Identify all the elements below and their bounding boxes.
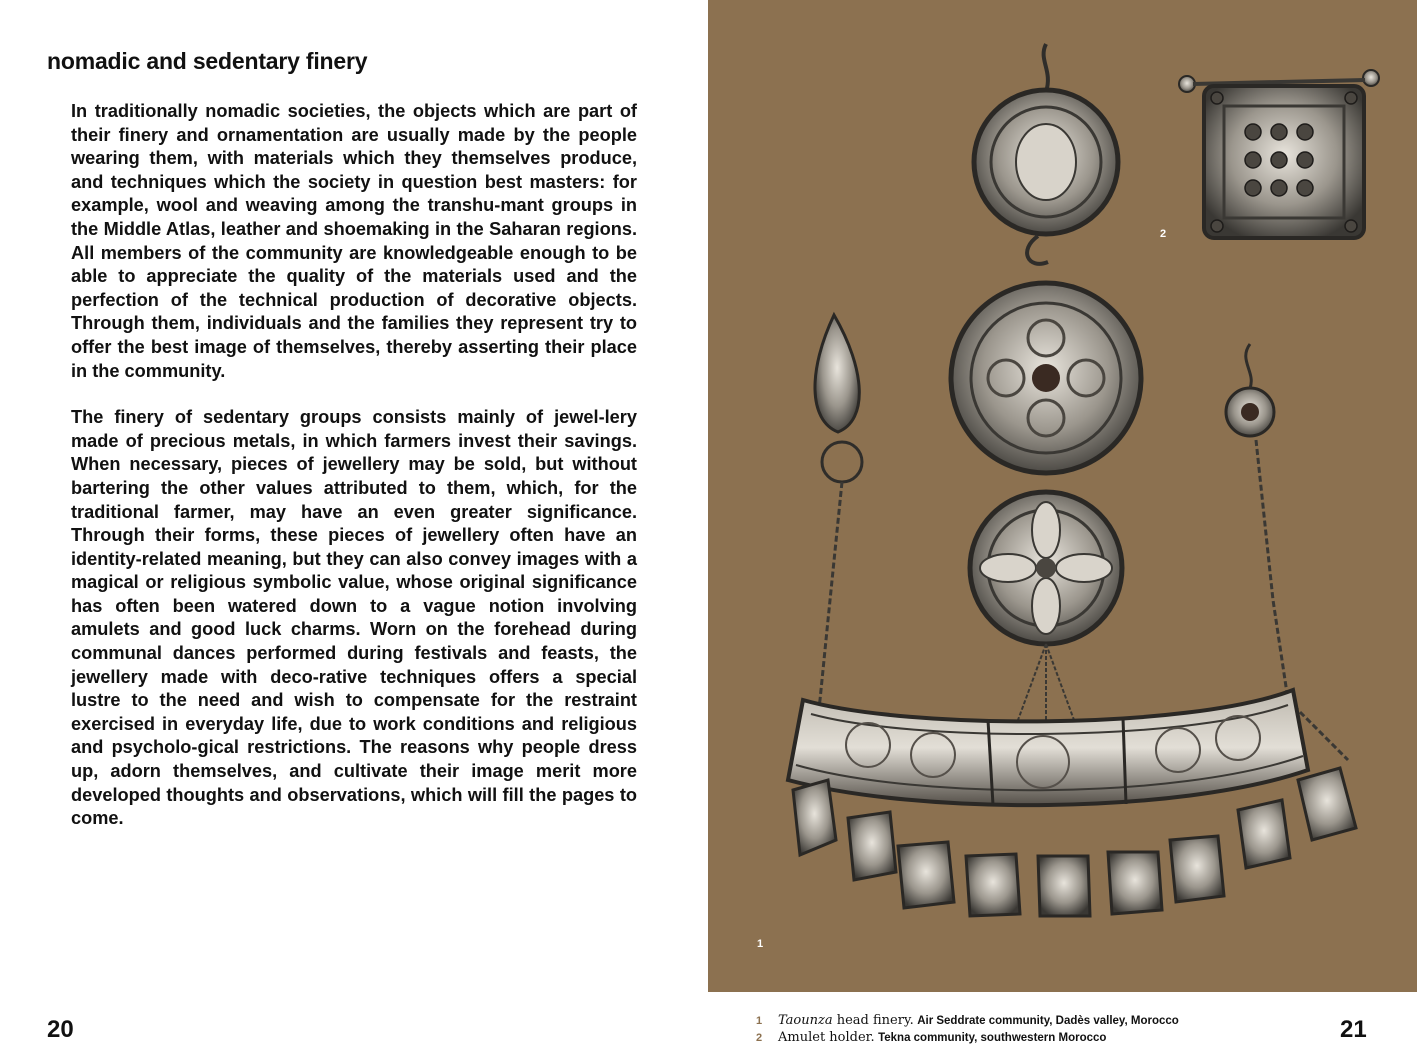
caption-title: Amulet holder. — [778, 1030, 875, 1045]
captions — [756, 1012, 1179, 1046]
caption-number: 2 — [756, 1032, 763, 1044]
figure-label-1: 1 — [757, 938, 764, 950]
page-number-left: 20 — [47, 1016, 74, 1043]
paragraph-2: The finery of sedentary groups consists mainly of jewel-lery made of precious metals, in which farmers invest their savings. When necessary, pieces of jewellery may be sold, but without bartering the other values attributed to them, which, for the traditional farmer, may have an even greater significance. Through their forms, these pieces of jewellery often have an identity-related meaning, but they can also convey images with a magical or religious symbolic value, whose original significance has often been watered down to a vague notion involving amulets and good luck charms. Worn on the forehead during communal dances performed during festivals and feasts, the jewellery made with deco-rative techniques offers a special lustre to the need and wish to compensate for the restraint exercised in everyday life, due to work conditions and religious and psycholo-gical restrictions. The reasons why people dress up, adorn themselves, and cultivate their image merit more developed thoughts and observations, which will fill the pages to come. — [71, 407, 637, 829]
section-title: nomadic and sedentary finery — [47, 48, 368, 74]
left-page — [0, 0, 708, 1063]
body-text — [71, 100, 637, 854]
caption-detail: Air Seddrate community, Dadès valley, Morocco — [917, 1015, 1179, 1027]
caption-title-italic: Taounza — [778, 1013, 833, 1028]
jewellery-photo — [708, 0, 1417, 992]
caption-title-rest: head finery. — [832, 1013, 914, 1028]
caption-detail: Tekna community, southwestern Morocco — [878, 1032, 1107, 1044]
caption-number: 1 — [756, 1015, 763, 1027]
caption-2 — [756, 1029, 1179, 1046]
caption-1 — [756, 1012, 1179, 1029]
caption-title — [778, 1013, 914, 1028]
page-number-right: 21 — [1340, 1016, 1367, 1043]
paragraph-1: In traditionally nomadic societies, the objects which are part of their finery and ornamentation are usually made by the people wearing them, with materials which they themselves produce, and techniques which the society in question best masters: for example, wool and weaving among the transhu-mant groups in the Middle Atlas, leather and shoemaking in the Saharan regions. All members of the community are knowledgeable enough to be able to appreciate the quality of the materials used and the perfection of the technical production of decorative objects. Through them, individuals and the families they represent try to offer the best image of themselves, thereby asserting their place in the community. — [71, 101, 637, 381]
photo-panel — [708, 0, 1417, 992]
figure-label-2: 2 — [1160, 228, 1167, 240]
amulet-holder — [1179, 70, 1379, 238]
